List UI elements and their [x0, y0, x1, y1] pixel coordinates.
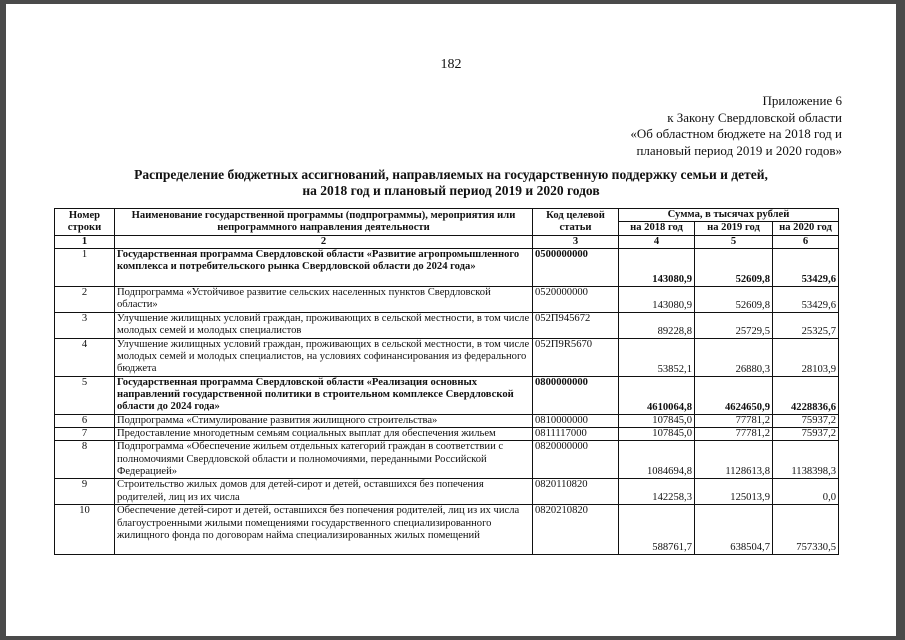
table-row	[55, 248, 839, 286]
row-sum-2018: 107845,0	[619, 428, 695, 441]
appendix-line: «Об областном бюджете на 2018 год и	[630, 126, 842, 141]
header-row-number: Номер строки	[55, 209, 115, 236]
row-name: Улучшение жилищных условий граждан, проживающих в сельской местности, в том числе молодых семей и молодых специалистов	[115, 312, 533, 338]
header-year-2020: на 2020 год	[773, 222, 839, 235]
row-number: 1	[55, 248, 115, 286]
row-name: Строительство жилых домов для детей-сирот и детей, оставшихся без попечения родителей, лиц из их числа	[115, 479, 533, 505]
header-year-2019: на 2019 год	[695, 222, 773, 235]
row-sum-2019: 25729,5	[695, 312, 773, 338]
row-sum-2019: 77781,2	[695, 428, 773, 441]
row-number: 3	[55, 312, 115, 338]
table-row	[55, 338, 839, 376]
header-name: Наименование государственной программы (подпрограммы), мероприятия или непрограммного направления деятельности	[115, 209, 533, 236]
table-row	[55, 479, 839, 505]
row-number: 4	[55, 338, 115, 376]
row-code: 0500000000	[533, 248, 619, 286]
row-sum-2019: 125013,9	[695, 479, 773, 505]
row-code: 0820000000	[533, 441, 619, 479]
row-sum-2020: 28103,9	[773, 338, 839, 376]
row-sum-2019: 1128613,8	[695, 441, 773, 479]
row-sum-2019: 4624650,9	[695, 376, 773, 414]
column-number: 6	[773, 235, 839, 248]
table-row	[55, 441, 839, 479]
appendix-line: Приложение 6	[762, 93, 842, 108]
row-code: 0520000000	[533, 286, 619, 312]
header-year-2018: на 2018 год	[619, 222, 695, 235]
row-sum-2020: 75937,2	[773, 428, 839, 441]
row-sum-2019: 52609,8	[695, 248, 773, 286]
row-code: 052П9R5670	[533, 338, 619, 376]
row-name: Предоставление многодетным семьям социальных выплат для обеспечения жильем	[115, 428, 533, 441]
row-sum-2019: 52609,8	[695, 286, 773, 312]
title-line: на 2018 год и плановый период 2019 и 2020 годов	[302, 183, 600, 198]
row-sum-2018: 588761,7	[619, 505, 695, 555]
row-number: 5	[55, 376, 115, 414]
row-name: Подпрограмма «Стимулирование развития жилищного строительства»	[115, 414, 533, 427]
appendix-note	[630, 93, 842, 159]
row-sum-2019: 26880,3	[695, 338, 773, 376]
row-sum-2019: 638504,7	[695, 505, 773, 555]
row-name: Улучшение жилищных условий граждан, проживающих в сельской местности, в том числе молодых семей и молодых специалистов, на условиях софинансирования из федерального бюджета	[115, 338, 533, 376]
table-row	[55, 286, 839, 312]
row-name: Государственная программа Свердловской области «Реализация основных направлений государственной политики в строительном комплексе Свердловской области до 2024 года»	[115, 376, 533, 414]
row-code: 0811117000	[533, 428, 619, 441]
table-row	[55, 376, 839, 414]
row-number: 7	[55, 428, 115, 441]
row-sum-2020: 53429,6	[773, 286, 839, 312]
table-row	[55, 428, 839, 441]
row-name: Обеспечение детей-сирот и детей, оставшихся без попечения родителей, лиц из их числа благоустроенными жилыми помещениями государственного специализированного жилищного фонда по договорам найма специализированных жилых помещений	[115, 505, 533, 555]
page-number: 182	[440, 57, 462, 72]
row-sum-2020: 757330,5	[773, 505, 839, 555]
table-row	[55, 505, 839, 555]
budget-table	[54, 208, 839, 555]
row-number: 9	[55, 479, 115, 505]
row-sum-2020: 1138398,3	[773, 441, 839, 479]
row-number: 2	[55, 286, 115, 312]
row-code: 0800000000	[533, 376, 619, 414]
column-number: 2	[115, 235, 533, 248]
row-sum-2019: 77781,2	[695, 414, 773, 427]
column-number: 5	[695, 235, 773, 248]
title-line: Распределение бюджетных ассигнований, направляемых на государственную поддержку семьи и детей,	[134, 167, 768, 182]
row-code: 0820110820	[533, 479, 619, 505]
table-row	[55, 414, 839, 427]
header-sum: Сумма, в тысячах рублей	[619, 209, 839, 222]
row-name: Подпрограмма «Обеспечение жильем отдельных категорий граждан в соответствии с полномочиями Свердловской области и полномочиями, переданными Российской Федерацией»	[115, 441, 533, 479]
table-row	[55, 312, 839, 338]
document-page	[6, 4, 896, 636]
appendix-line: к Закону Свердловской области	[667, 109, 842, 125]
row-sum-2020: 25325,7	[773, 312, 839, 338]
row-sum-2020: 4228836,6	[773, 376, 839, 414]
row-code: 0820210820	[533, 505, 619, 555]
row-sum-2018: 53852,1	[619, 338, 695, 376]
row-sum-2018: 143080,9	[619, 286, 695, 312]
row-sum-2018: 143080,9	[619, 248, 695, 286]
row-number: 6	[55, 414, 115, 427]
row-code: 052П945672	[533, 312, 619, 338]
row-number: 10	[55, 505, 115, 555]
row-sum-2018: 4610064,8	[619, 376, 695, 414]
column-number: 1	[55, 235, 115, 248]
row-sum-2020: 75937,2	[773, 414, 839, 427]
row-sum-2018: 89228,8	[619, 312, 695, 338]
row-name: Государственная программа Свердловской области «Развитие агропромышленного комплекса и потребительского рынка Свердловской области до 2024 года»	[115, 248, 533, 286]
row-sum-2018: 1084694,8	[619, 441, 695, 479]
row-sum-2020: 53429,6	[773, 248, 839, 286]
row-name: Подпрограмма «Устойчивое развитие сельских населенных пунктов Свердловской области»	[115, 286, 533, 312]
row-number: 8	[55, 441, 115, 479]
appendix-line: плановый период 2019 и 2020 годов»	[636, 142, 842, 158]
row-code: 0810000000	[533, 414, 619, 427]
column-number: 3	[533, 235, 619, 248]
column-number: 4	[619, 235, 695, 248]
row-sum-2020: 0,0	[773, 479, 839, 505]
row-sum-2018: 142258,3	[619, 479, 695, 505]
document-title	[6, 167, 896, 199]
header-code: Код целевой статьи	[533, 209, 619, 236]
row-sum-2018: 107845,0	[619, 414, 695, 427]
